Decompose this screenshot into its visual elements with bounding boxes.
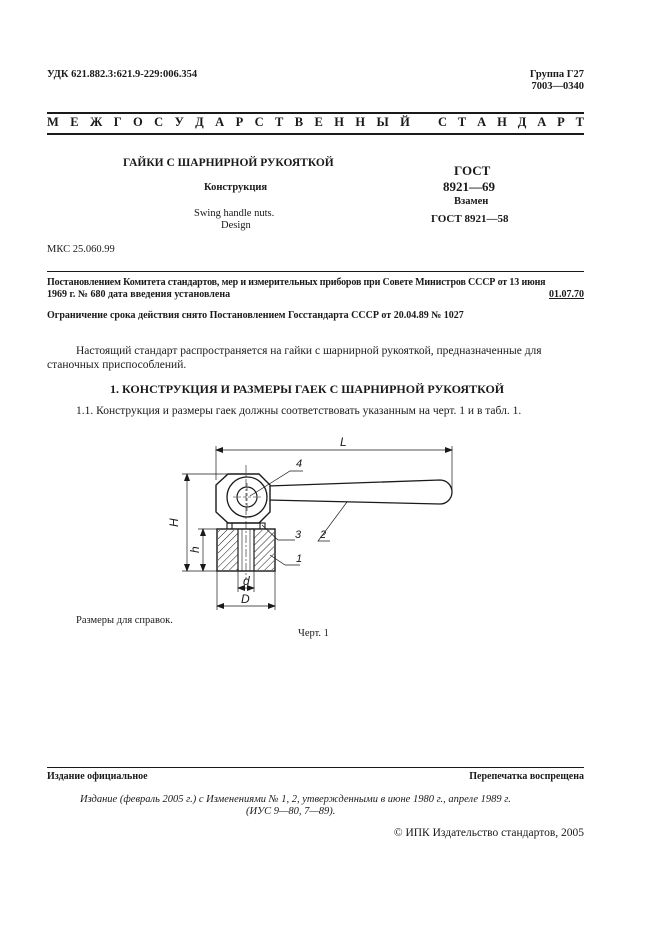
reference-note: Размеры для справок. (76, 615, 173, 626)
group-code: Группа Г27 (529, 69, 584, 80)
intro-line-1: Настоящий стандарт распространяется на гайки с шарнирной рукояткой, предназначенные для (76, 345, 542, 357)
banner-letter: М (47, 115, 59, 129)
udk-code: УДК 621.882.3:621.9-229:006.354 (47, 69, 198, 80)
banner-letter: С (154, 115, 164, 129)
callout-3: 3 (295, 529, 302, 541)
banner-letter: Н (334, 115, 344, 129)
edition-history-2: (ИУС 9—80, 7—89). (246, 806, 336, 817)
banner-letter: Р (557, 115, 565, 129)
banner-letter: Д (195, 115, 204, 129)
reprint-notice: Перепечатка воспрещена (469, 771, 584, 782)
document-title: ГАЙКИ С ШАРНИРНОЙ РУКОЯТКОЙ (123, 157, 334, 169)
banner-letter: Ж (89, 115, 103, 129)
intro-line-2: станочных приспособлений. (47, 359, 187, 371)
banner-letter: С (254, 115, 264, 129)
banner-letter: Е (314, 115, 323, 129)
banner-letter: У (174, 115, 184, 129)
figure-caption: Черт. 1 (298, 628, 329, 639)
banner-letter: Т (575, 115, 584, 129)
classifier-code: 7003—0340 (531, 81, 584, 92)
banner-letter: Ы (376, 115, 389, 129)
section-heading: 1. КОНСТРУКЦИЯ И РАЗМЕРЫ ГАЕК С ШАРНИРНОЙ РУКОЯТКОЙ (110, 382, 505, 396)
effective-date: 01.07.70 (549, 289, 584, 300)
dim-h-label: h (188, 546, 202, 553)
dim-L-label: L (340, 435, 347, 449)
dim-d-label: d (243, 574, 250, 588)
callout-2: 2 (320, 529, 327, 541)
dim-H-label: H (167, 518, 181, 527)
banner-letter: Й (400, 115, 410, 129)
banner-letter: О (133, 115, 143, 129)
banner-letter: Е (70, 115, 79, 129)
english-title: Swing handle nuts. (194, 208, 275, 219)
mks-code: МКС 25.060.99 (47, 244, 115, 255)
banner-letter: А (537, 115, 547, 129)
gost-label: ГОСТ (454, 163, 491, 178)
banner-letter: Т (457, 115, 467, 129)
banner-letter: Г (113, 115, 122, 129)
paragraph-1-1: 1.1. Конструкция и размеры гаек должны соответствовать указанным на черт. 1 и в табл. 1. (76, 405, 522, 417)
banner-letter: Д (517, 115, 527, 129)
document-subtitle: Конструкция (204, 182, 268, 193)
replaced-standard: ГОСТ 8921—58 (431, 213, 509, 225)
gost-number: 8921—69 (443, 179, 495, 194)
banner-letter: Н (497, 115, 507, 129)
banner-letter: А (477, 115, 487, 129)
decree-line-1: Постановлением Комитета стандартов, мер и измерительных приборов при Совете Министров СССР от 13 июня (47, 277, 546, 288)
footer-rule (47, 767, 584, 768)
edition-history-1: Издание (февраль 2005 г.) с Изменениями № 1, 2, утвержденными в июне 1980 г., апреле 1989 г. (80, 794, 511, 805)
limit-note: Ограничение срока действия снято Постановлением Госстандарта СССР от 20.04.89 № 1027 (47, 310, 464, 321)
banner-letter: Т (275, 115, 284, 129)
banner-letter: Р (235, 115, 244, 129)
english-subtitle: Design (221, 220, 251, 231)
dim-D-label: D (241, 592, 250, 606)
banner-letter: А (215, 115, 225, 129)
callout-4: 4 (296, 458, 303, 470)
decree-line-2: 1969 г. № 680 дата введения установлена (47, 289, 231, 300)
banner-letter: Н (355, 115, 366, 129)
replaces-label: Взамен (454, 196, 489, 207)
banner-letter: С (438, 115, 448, 129)
official-edition: Издание официальное (47, 771, 148, 782)
copyright: © ИПК Издательство стандартов, 2005 (393, 827, 584, 839)
callout-1: 1 (296, 553, 303, 565)
banner-letter: В (294, 115, 304, 129)
handle-shape (268, 480, 452, 504)
